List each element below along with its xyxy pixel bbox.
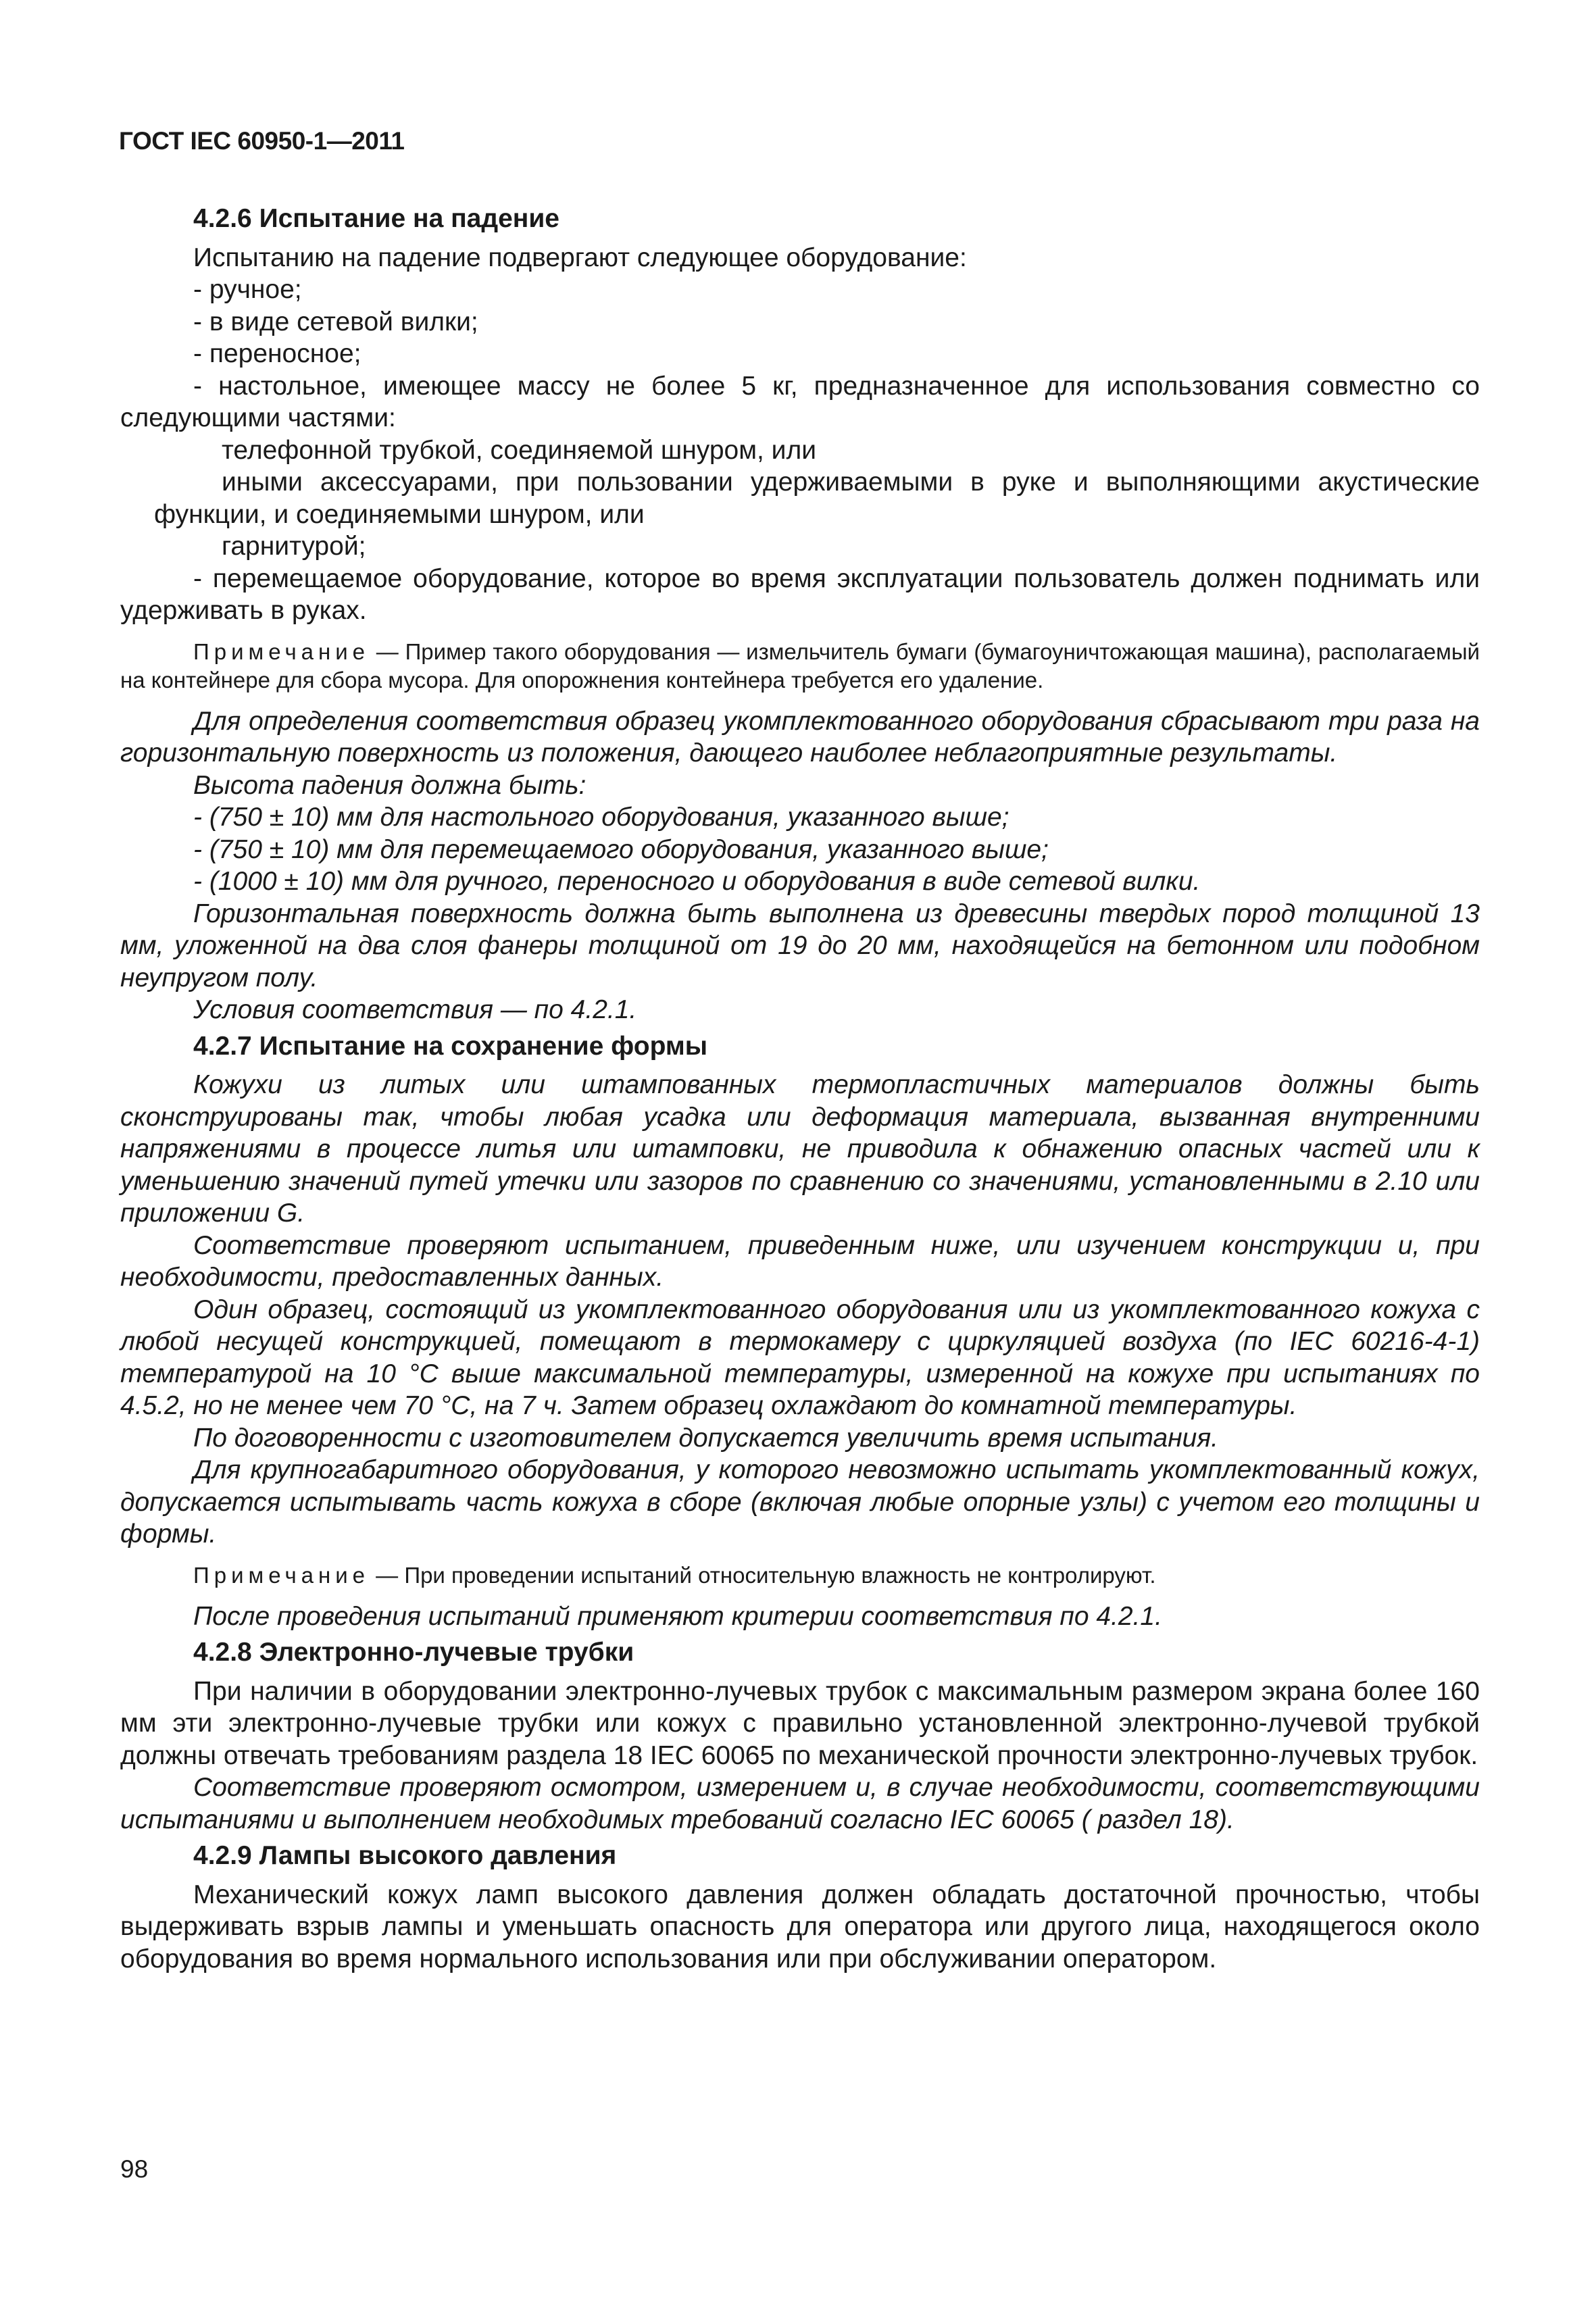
list-item: - (1000 ± 10) мм для ручного, переносного и оборудования в виде сетевой вилки. bbox=[193, 867, 1201, 896]
list-item: - (750 ± 10) мм для перемещаемого оборудования, указанного выше; bbox=[193, 834, 1049, 864]
compliance-paragraph: Для определения соответствия образец укомплектованного оборудования сбрасывают три раза на горизонтальную поверхность из положения, дающего наиболее неблагоприятные результаты. bbox=[120, 706, 1480, 768]
compliance-paragraph: Высота падения должна быть: bbox=[193, 770, 587, 800]
compliance-paragraph: Условия соответствия — по 4.2.1. bbox=[193, 995, 637, 1024]
paragraph: Испытанию на падение подвергают следующее оборудование: bbox=[193, 243, 967, 272]
compliance-paragraph: По договоренности с изготовителем допускается увеличить время испытания. bbox=[193, 1423, 1219, 1453]
compliance-paragraph: Соответствие проверяют осмотром, измерением и, в случае необходимости, соответствующими испытаниями и выполнением необходимых требований согласно IEC 60065 ( раздел 18). bbox=[120, 1773, 1480, 1834]
paragraph: Механический кожух ламп высокого давления должен обладать достаточной прочностью, чтобы выдерживать взрыв лампы и уменьшать опасность для оператора или другого лица, находящегося около оборудования во время нормального использования или при обслуживании оператором. bbox=[120, 1880, 1480, 1973]
list-item: - ручное; bbox=[193, 275, 302, 304]
document-body bbox=[120, 203, 1480, 1975]
note bbox=[120, 638, 1480, 695]
compliance-paragraph: Соответствие проверяют испытанием, приведенным ниже, или изучением конструкции и, при необходимости, предоставленных данных. bbox=[120, 1230, 1480, 1292]
sub-list-item: телефонной трубкой, соединяемой шнуром, или bbox=[222, 435, 817, 465]
sub-list-item: гарнитурой; bbox=[222, 532, 366, 561]
compliance-paragraph: Кожухи из литых или штампованных термопластичных материалов должны быть сконструированы так, чтобы любая усадка или деформация материала, вызванная внутренними напряжениями в процессе литья или штамповки, не приводила к обнажению опасных частей или к уменьшению значений путей утечки или зазоров по сравнению со значениями, установленными в 2.10 или приложении G. bbox=[120, 1070, 1480, 1228]
note bbox=[120, 1561, 1480, 1590]
section-heading-4-2-6: 4.2.6 Испытание на падение bbox=[193, 204, 560, 233]
note-text: — Пример такого оборудования — измельчитель бумаги (бумагоуничтожающая машина), располагаемый на контейнере для сбора мусора. Для опорожнения контейнера требуется его удаление. bbox=[120, 638, 1480, 693]
section-heading-4-2-9: 4.2.9 Лампы высокого давления bbox=[193, 1841, 617, 1870]
sub-list-item: иными аксессуарами, при пользовании удерживаемыми в руке и выполняющими акустические функции, и соединяемыми шнуром, или bbox=[154, 468, 1480, 529]
list-item: - в виде сетевой вилки; bbox=[193, 307, 478, 336]
note-label: Примечание bbox=[193, 638, 370, 664]
compliance-paragraph: Для крупногабаритного оборудования, у которого невозможно испытать укомплектованный кожух, допускается испытывать часть кожуха в сборе (включая любые опорные узлы) с учетом его толщины и формы. bbox=[120, 1455, 1480, 1549]
page-number: 98 bbox=[120, 2155, 149, 2183]
compliance-paragraph: Один образец, состоящий из укомплектованного оборудования или из укомплектованного кожуха с любой несущей конструкцией, помещают в термокамеру с циркуляцией воздуха (по IEC 60216-4-1) температурой на 10 °C выше максимальной температуры, измеренной на кожухе при испытаниях по 4.5.2, но не менее чем 70 °C, на 7 ч. Затем образец охлаждают до комнатной температуры. bbox=[120, 1294, 1480, 1420]
paragraph: При наличии в оборудовании электронно-лучевых трубок с максимальным размером экрана более 160 мм эти электронно-лучевые трубки или кожух с правильно установленной электронно-лучевой трубкой должны отвечать требованиям раздела 18 IEC 60065 по механической прочности электронно-лучевых трубок. bbox=[120, 1676, 1480, 1770]
note-text: — При проведении испытаний относительную влажность не контролируют. bbox=[370, 1562, 1156, 1588]
list-item: - (750 ± 10) мм для настольного оборудования, указанного выше; bbox=[193, 803, 1009, 832]
section-heading-4-2-8: 4.2.8 Электронно-лучевые трубки bbox=[193, 1638, 634, 1667]
running-header: ГОСТ IEC 60950-1—2011 bbox=[119, 127, 405, 155]
note-label: Примечание bbox=[193, 1562, 370, 1588]
compliance-paragraph: Горизонтальная поверхность должна быть выполнена из древесины твердых пород толщиной 13 мм, уложенной на два слоя фанеры толщиной от 19 до 20 мм, находящейся на бетонном или подобном неупругом полу. bbox=[120, 899, 1480, 992]
compliance-paragraph: После проведения испытаний применяют критерии соответствия по 4.2.1. bbox=[193, 1601, 1162, 1631]
list-item: - настольное, имеющее массу не более 5 кг, предназначенное для использования совместно со следующими частями: bbox=[120, 371, 1480, 432]
list-item: - перемещаемое оборудование, которое во время эксплуатации пользователь должен поднимать или удерживать в руках. bbox=[120, 563, 1480, 625]
list-item: - переносное; bbox=[193, 339, 361, 368]
section-heading-4-2-7: 4.2.7 Испытание на сохранение формы bbox=[193, 1031, 708, 1061]
